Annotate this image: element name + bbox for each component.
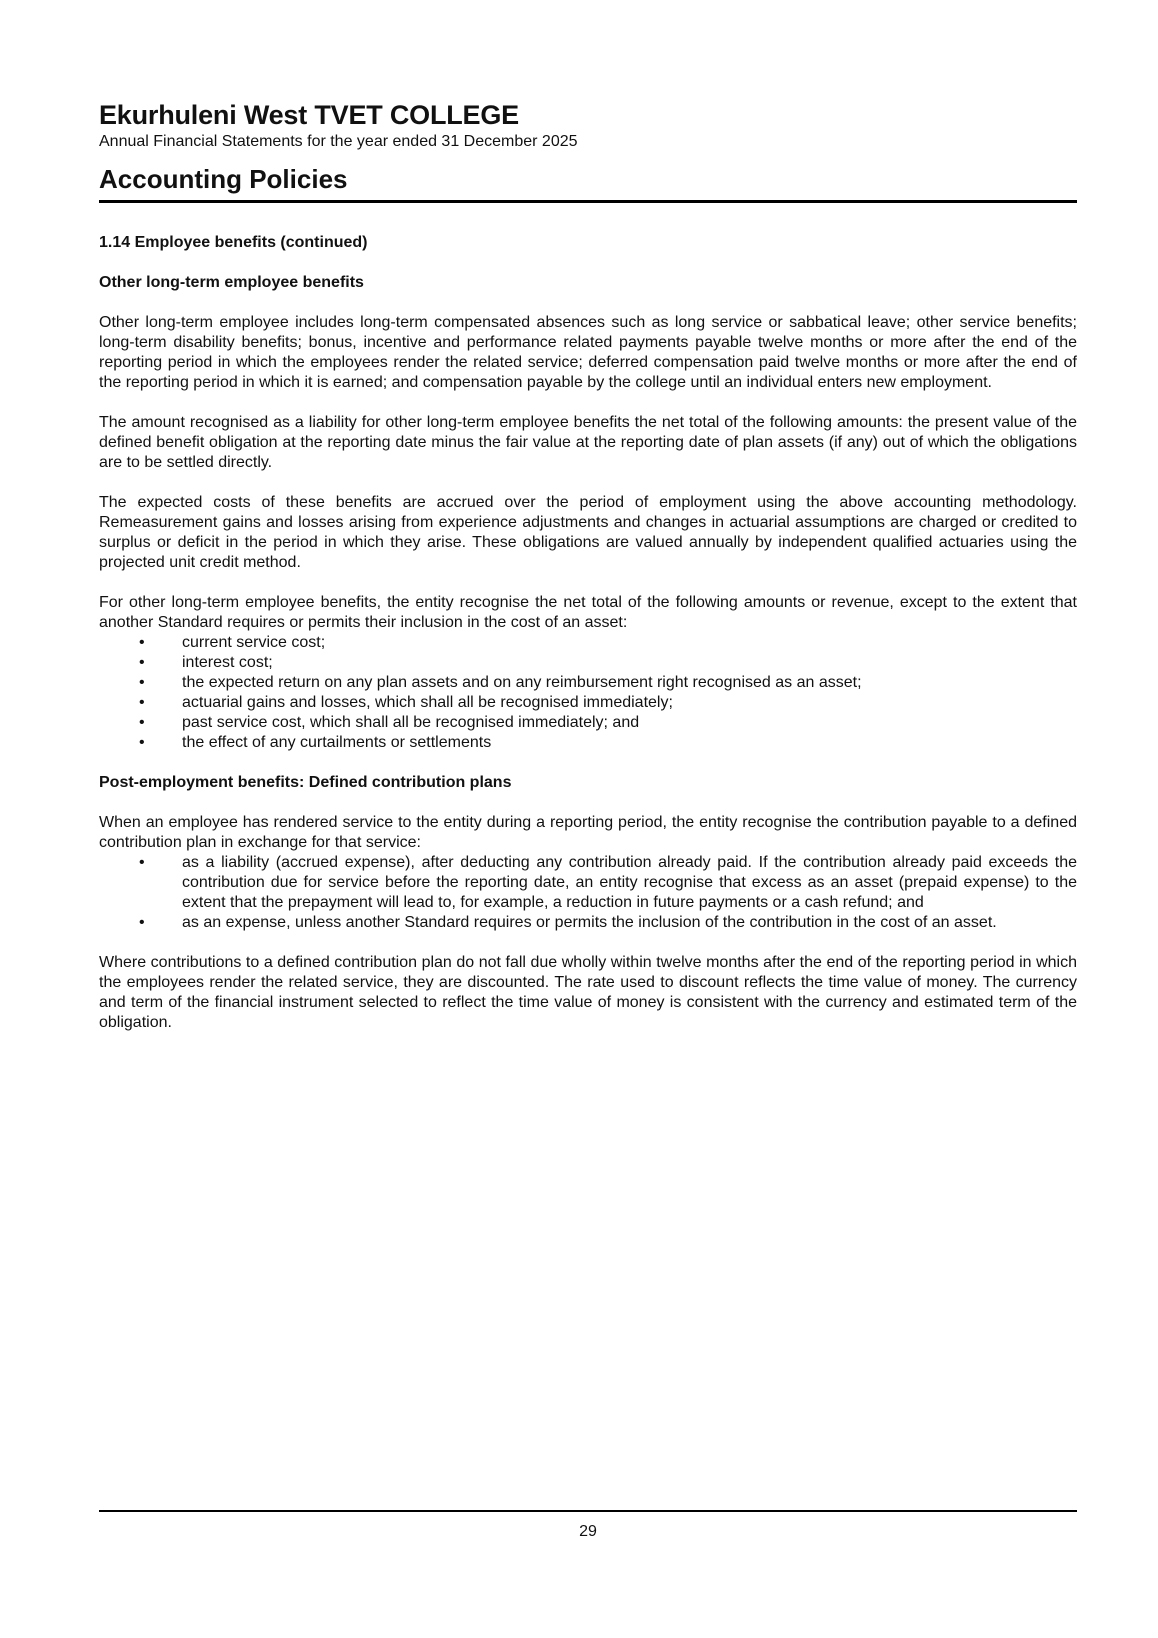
list-item-text: actuarial gains and losses, which shall all be recognised immediately; — [182, 694, 673, 711]
subheading-post-employment: Post-employment benefits: Defined contribution plans — [99, 774, 512, 791]
page-content — [99, 233, 1077, 1053]
list-item — [99, 713, 1077, 733]
page-number: 29 — [579, 1523, 597, 1540]
list-item — [99, 673, 1077, 693]
paragraph: For other long-term employee benefits, the entity recognise the net total of the following amounts or revenue, except to the extent that another Standard requires or permits their inclusion in the cost of an asset: — [99, 594, 1077, 631]
paragraph: The amount recognised as a liability for other long-term employee benefits the net total of the following amounts: the present value of the defined benefit obligation at the reporting date minus the fair value at the reporting date of plan assets (if any) out of which the obligations are to be settled directly. — [99, 414, 1077, 471]
list-item — [99, 913, 1077, 933]
bullet-icon: • — [139, 654, 145, 671]
footer-divider — [99, 1510, 1077, 1512]
list-item — [99, 853, 1077, 913]
list-item-text: the effect of any curtailments or settlements — [182, 734, 492, 751]
org-name: Ekurhuleni West TVET COLLEGE — [99, 100, 519, 130]
section-heading: 1.14 Employee benefits (continued) — [99, 234, 368, 251]
list-item-text: as a liability (accrued expense), after deducting any contribution already paid. If the contribution already paid exceeds the contribution due for service before the reporting date, an entity recognise that excess as an asset (prepaid expense) to the extent that the prepayment will lead to, for example, a reduction in future payments or a cash refund; and — [182, 854, 1077, 911]
bullet-icon: • — [139, 674, 145, 691]
list-item — [99, 653, 1077, 673]
paragraph: Other long-term employee includes long-term compensated absences such as long service or sabbatical leave; other service benefits; long-term disability benefits; bonus, incentive and performance related payments payable twelve months or more after the end of the reporting period in which the employees render the related service; deferred compensation paid twelve months or more after the end of the reporting period in which it is earned; and compensation payable by the college until an individual enters new employment. — [99, 314, 1077, 391]
page-title: Accounting Policies — [99, 164, 348, 194]
bullet-icon: • — [139, 634, 145, 651]
list-item-text: the expected return on any plan assets and on any reimbursement right recognised as an asset; — [182, 674, 862, 691]
list-item — [99, 733, 1077, 753]
paragraph: Where contributions to a defined contribution plan do not fall due wholly within twelve months after the end of the reporting period in which the employees render the related service, they are discounted. The rate used to discount reflects the time value of money. The currency and term of the financial instrument selected to reflect the time value of money is consistent with the currency and estimated term of the obligation. — [99, 954, 1077, 1031]
list-item — [99, 693, 1077, 713]
bullet-icon: • — [139, 714, 145, 731]
bullet-icon: • — [139, 694, 145, 711]
paragraph: When an employee has rendered service to the entity during a reporting period, the entity recognise the contribution payable to a defined contribution plan in exchange for that service: — [99, 814, 1077, 851]
bullet-icon: • — [139, 734, 145, 751]
report-subtitle: Annual Financial Statements for the year ended 31 December 2025 — [99, 133, 578, 150]
bullet-icon: • — [139, 914, 145, 931]
bullet-icon: • — [139, 854, 145, 871]
header-divider — [99, 200, 1077, 203]
bullet-list-post-employment — [99, 853, 1077, 933]
document-page — [99, 0, 1077, 1638]
list-item-text: current service cost; — [182, 634, 326, 651]
bullet-list-other-long-term — [99, 633, 1077, 753]
subheading-other-long-term: Other long-term employee benefits — [99, 274, 364, 291]
list-item-text: as an expense, unless another Standard requires or permits the inclusion of the contribution in the cost of an asset. — [182, 914, 997, 931]
list-item — [99, 633, 1077, 653]
paragraph: The expected costs of these benefits are accrued over the period of employment using the above accounting methodology. Remeasurement gains and losses arising from experience adjustments and changes in actuarial assumptions are charged or credited to surplus or deficit in the period in which they arise. These obligations are valued annually by independent qualified actuaries using the projected unit credit method. — [99, 494, 1077, 571]
list-item-text: past service cost, which shall all be recognised immediately; and — [182, 714, 640, 731]
list-item-text: interest cost; — [182, 654, 273, 671]
